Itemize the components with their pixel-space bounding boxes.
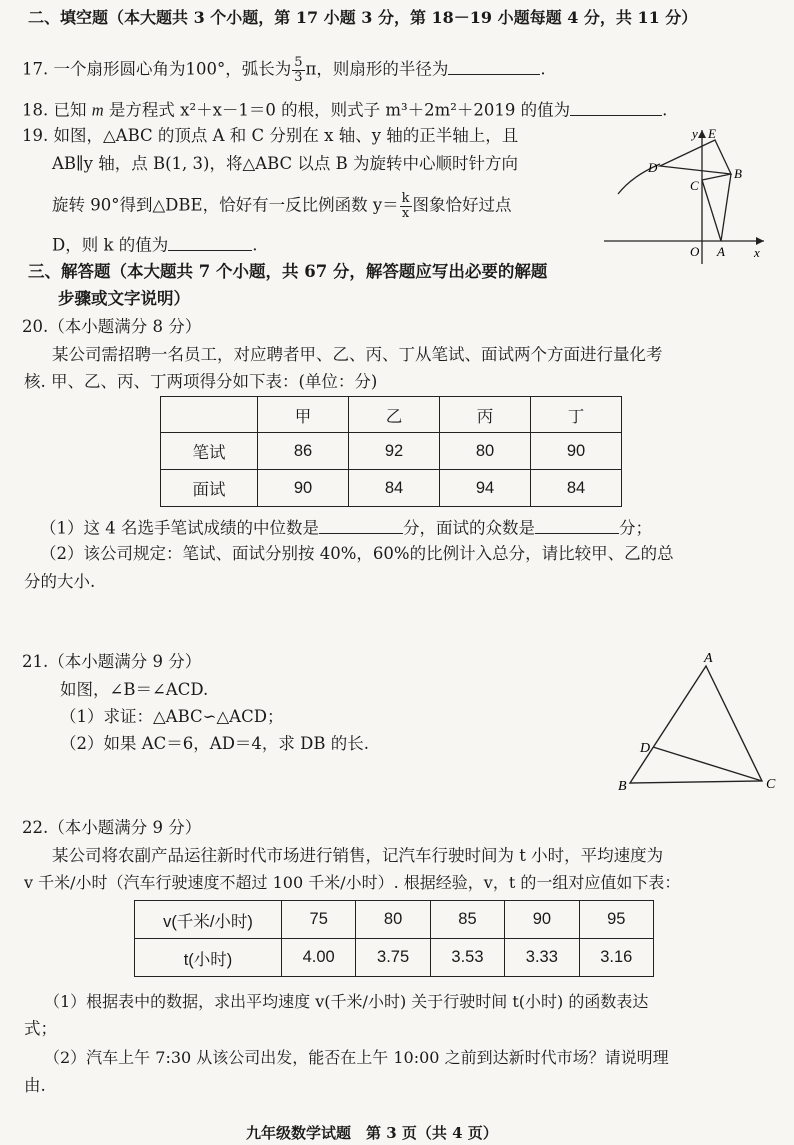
table-cell: 95 [579, 901, 653, 939]
table-cell: 75 [282, 901, 356, 939]
q18-answer-blank[interactable] [570, 98, 662, 116]
table-header-cell: 丙 [440, 397, 531, 433]
table-cell: 3.53 [430, 939, 504, 977]
table-cell: 86 [258, 433, 349, 470]
q19-figure [604, 124, 774, 266]
q21-line-3: （2）如果 AC＝6，AD＝4，求 DB 的长. [60, 734, 370, 753]
fig21-label-c: C [766, 777, 776, 792]
segment-ac [702, 180, 721, 241]
table-cell: 85 [430, 901, 504, 939]
q19-frac-den: x [401, 205, 410, 221]
y-axis-arrow [698, 130, 706, 138]
table-cell: 90 [258, 470, 349, 507]
q19-line-1: 19. 如图，△ABC 的顶点 A 和 C 分别在 x 轴、y 轴的正半轴上，且 [22, 126, 519, 145]
q21-line-1: 如图，∠B＝∠ACD. [60, 680, 209, 699]
q20-sub-1 [40, 516, 652, 538]
q22-sub-1a: （1）根据表中的数据，求出平均速度 v(千米/小时) 关于行驶时间 t(小时) 的函数表达 [44, 992, 649, 1011]
q22-sub-2b: 由. [24, 1076, 46, 1095]
x-axis-arrow [756, 237, 764, 245]
table-cell: 84 [349, 470, 440, 507]
table-header-cell [161, 397, 258, 433]
fig19-label-y: y [692, 126, 698, 141]
section-3-title-2: 步骤或文字说明） [58, 289, 190, 308]
table-row [135, 939, 654, 977]
q21-figure [610, 648, 780, 796]
table-cell: v(千米/小时) [135, 901, 282, 939]
fig19-label-c: C [690, 178, 699, 193]
q21-head: 21.（本小题满分 9 分） [22, 652, 202, 671]
table-cell: 4.00 [282, 939, 356, 977]
table-header-row [161, 397, 622, 433]
fig21-label-b: B [618, 779, 627, 794]
q17-frac-num: 5 [294, 55, 303, 70]
q20-paragraph-1: 某公司需招聘一名员工，对应聘者甲、乙、丙、丁从笔试、面试两个方面进行量化考 [52, 345, 663, 364]
q18-end: . [662, 100, 668, 120]
q20-score-table [160, 396, 622, 507]
table-cell: 3.33 [505, 939, 579, 977]
q19-fraction [400, 192, 412, 220]
table-cell: 94 [440, 470, 531, 507]
q20-mode-blank[interactable] [535, 516, 619, 534]
question-18 [22, 98, 667, 120]
q19-line-3a: 旋转 90°得到△DBE，恰好有一反比例函数 y＝ [52, 195, 399, 215]
q22-sub-2a: （2）汽车上午 7:30 从该公司出发，能否在上午 10:00 之前到达新时代市场？请说明理 [44, 1048, 669, 1067]
table-cell: 90 [505, 901, 579, 939]
table-header-cell: 甲 [258, 397, 349, 433]
q17-answer-blank[interactable] [448, 57, 540, 75]
fig19-label-b: B [734, 166, 742, 181]
q20-sub-2b: 分的大小. [24, 572, 96, 591]
table-row [161, 470, 622, 507]
question-17 [22, 56, 546, 84]
q17-frac-den: 3 [294, 69, 303, 85]
q20-sub-2a: （2）该公司规定：笔试、面试分别按 40%，60%的比例计入总分，请比较甲、乙的总 [40, 544, 674, 563]
q18-m: m [91, 100, 104, 120]
q22-paragraph-2: v 千米/小时（汽车行驶速度不超过 100 千米/小时）. 根据经验，v，t 的一组对应值如下表： [24, 873, 681, 892]
q19-line-3b: 图象恰好过点 [412, 195, 512, 215]
table-cell: t(小时) [135, 939, 282, 977]
segment-dc [653, 747, 762, 781]
q20-sub1-c: 分； [619, 518, 652, 538]
q22-sub-1b: 式； [24, 1019, 57, 1038]
q22-paragraph-1: 某公司将农副产品运往新时代市场进行销售，记汽车行驶时间为 t 小时，平均速度为 [52, 846, 664, 865]
q18-text-a: 18. 已知 [22, 100, 92, 120]
table-cell: 3.16 [579, 939, 653, 977]
fig21-label-d: D [640, 741, 651, 756]
table-cell: 面试 [161, 470, 258, 507]
table-cell: 92 [349, 433, 440, 470]
q19-line-4-end: . [252, 235, 258, 255]
q22-head: 22.（本小题满分 9 分） [22, 818, 202, 837]
segment-ab [721, 174, 731, 241]
q17-text-b: π，则扇形的半径为 [305, 59, 449, 79]
triangle-abc [630, 666, 762, 783]
fig21-label-a: A [704, 651, 713, 666]
q19-line-4 [52, 233, 257, 255]
q20-paragraph-2: 核. 甲、乙、丙、丁两项得分如下表：(单位：分) [24, 372, 378, 391]
q17-text-a: 17. 一个扇形圆心角为100°，弧长为 [22, 59, 292, 79]
table-cell: 90 [531, 433, 622, 470]
table-cell: 80 [440, 433, 531, 470]
q20-median-blank[interactable] [319, 516, 403, 534]
q18-text-b: 是方程式 x²＋x－1＝0 的根，则式子 m³＋2m²＋2019 的值为 [103, 100, 571, 120]
q19-line-2: AB∥y 轴，点 B(1, 3)，将△ABC 以点 B 为旋转中心顺时针方向 [52, 154, 518, 173]
table-cell: 笔试 [161, 433, 258, 470]
fig19-label-o: O [690, 244, 700, 259]
q21-line-2: （1）求证：△ABC∽△ACD； [60, 707, 284, 726]
table-cell: 84 [531, 470, 622, 507]
triangle-dbe [660, 140, 731, 174]
table-row [161, 433, 622, 470]
q20-head: 20.（本小题满分 8 分） [22, 317, 202, 336]
fig19-label-e: E [708, 126, 716, 141]
fig19-label-a: A [717, 244, 725, 259]
table-header-cell: 乙 [349, 397, 440, 433]
table-cell: 3.75 [356, 939, 430, 977]
table-row [135, 901, 654, 939]
table-header-cell: 丁 [531, 397, 622, 433]
section-3-title-1: 三、解答题（本大题共 7 个小题，共 67 分，解答题应写出必要的解题 [28, 262, 548, 281]
q17-fraction [292, 56, 304, 84]
q19-line-3 [52, 192, 512, 220]
q22-speed-table [134, 900, 654, 977]
fig19-label-x: x [754, 245, 760, 260]
fig19-label-d: D [648, 160, 658, 175]
q17-end: . [540, 59, 546, 79]
page-footer: 九年级数学试题 第 3 页（共 4 页） [246, 1124, 498, 1142]
table-cell: 80 [356, 901, 430, 939]
q20-sub1-b: 分，面试的众数是 [403, 518, 535, 538]
q19-frac-num: k [401, 191, 410, 206]
q20-sub1-a: （1）这 4 名选手笔试成绩的中位数是 [40, 518, 319, 538]
q19-line-4-text: D，则 k 的值为 [52, 235, 169, 255]
section-2-title: 二、填空题（本大题共 3 个小题，第 17 小题 3 分，第 18－19 小题每题 4 分，共 11 分） [28, 8, 698, 27]
q19-answer-blank[interactable] [168, 233, 252, 251]
segment-bc [702, 174, 731, 180]
